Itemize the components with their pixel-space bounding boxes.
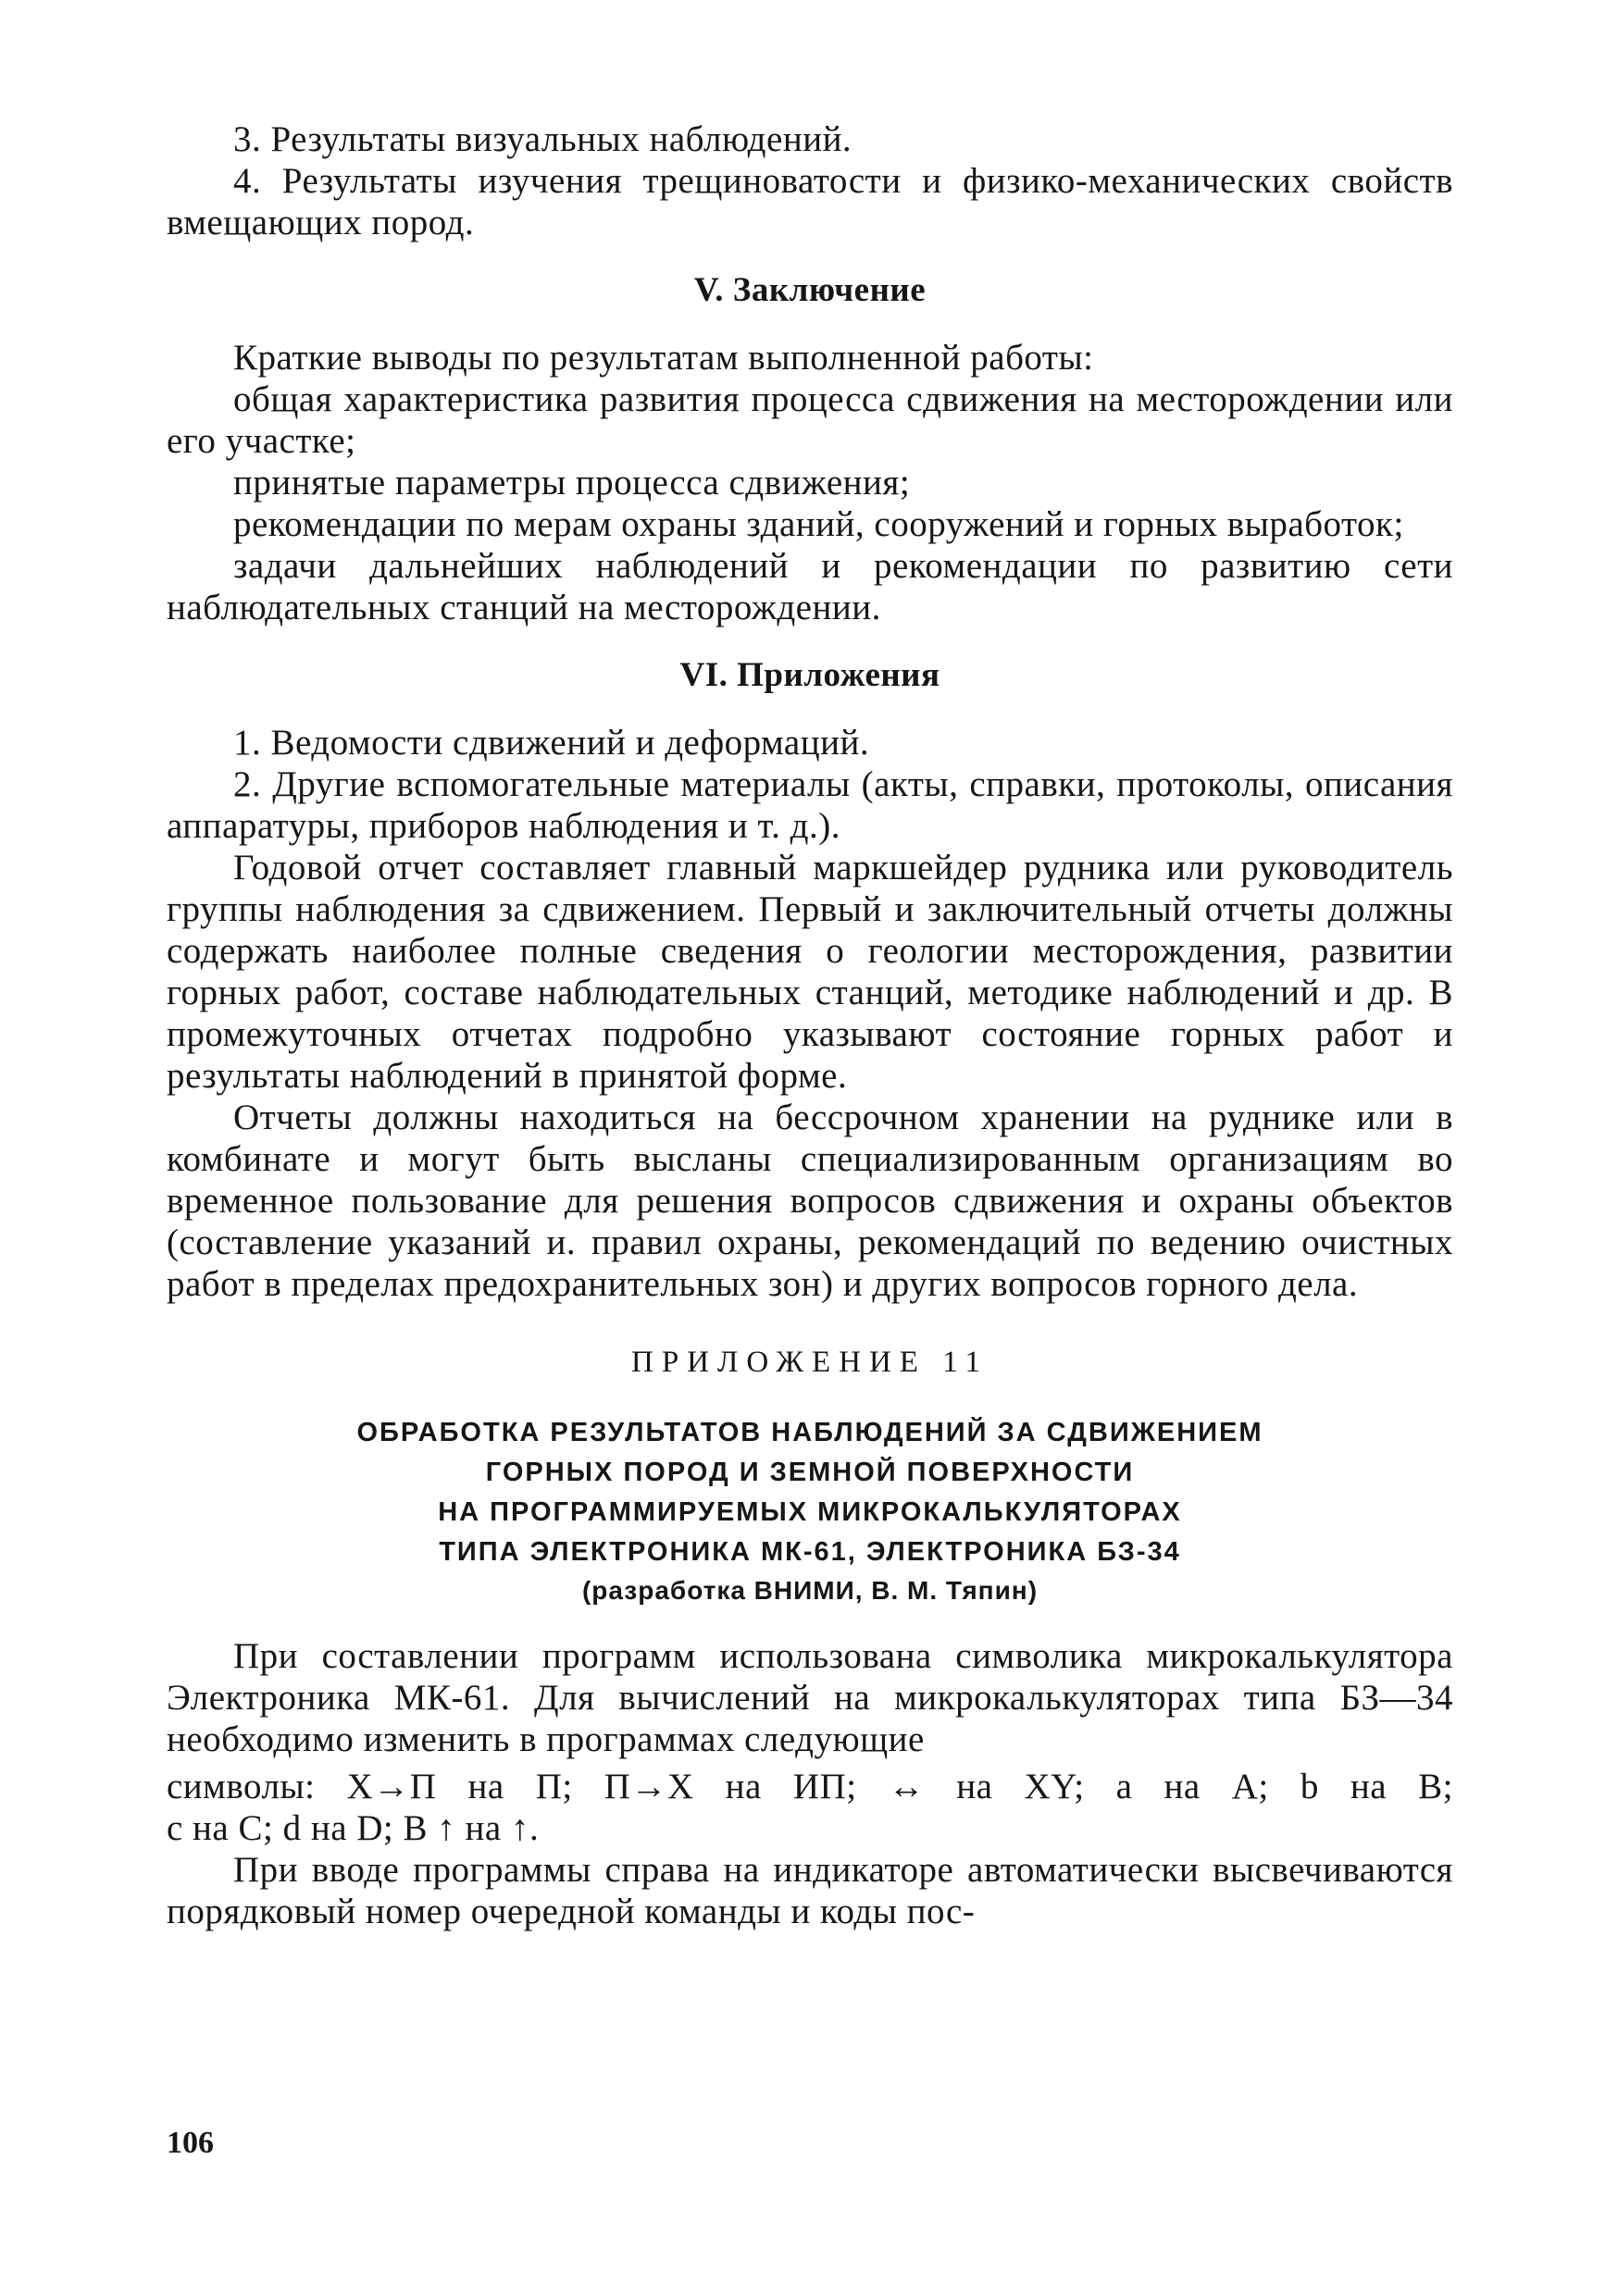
page-number: 106 xyxy=(167,2126,214,2160)
paragraph: рекомендации по мерам охраны зданий, сооружений и горных выработок; xyxy=(233,504,1404,544)
section-heading-conclusion: V. Заключение xyxy=(693,271,927,309)
paragraph: задачи дальнейших наблюдений и рекомендации по развитию сети наблюдательных станций на месторождении. xyxy=(167,546,1453,627)
paragraph: Годовой отчет составляет главный маркшейдер рудника или руководитель группы наблюдения за сдвижением. Первый и заключительный отчеты должны содержать наиболее полные сведения о геологии месторождения, развитии горных работ, составе наблюдательных станций, методике наблюдений и др. В промежуточных отчетах подробно указывают состояние горных работ и результаты наблюдений в принятой форме. xyxy=(167,848,1453,1096)
appendix-credit: (разработка ВНИМИ, В. М. Тяпин) xyxy=(581,1576,1039,1605)
appendix-title-line: НА ПРОГРАММИРУЕМЫХ МИКРОКАЛЬКУЛЯТОРАХ xyxy=(438,1497,1182,1527)
paragraph: принятые параметры процесса сдвижения; xyxy=(233,463,911,503)
paragraph: При вводе программы справа на индикаторе автоматически высвечиваются порядковый номер очередной команды и коды пос- xyxy=(167,1850,1453,1931)
conclusion-body xyxy=(167,337,1453,628)
symbols-line: символы: X→П на П; П→X на ИП; ↔ на XY; a на A; b на B; xyxy=(167,1767,1453,1806)
list-item-3: 3. Результаты визуальных наблюдений. xyxy=(233,119,853,159)
paragraph: общая характеристика развития процесса сдвижения на месторождении или его участке; xyxy=(167,379,1453,461)
appendix-title-line: ТИПА ЭЛЕКТРОНИКА МК-61, ЭЛЕКТРОНИКА БЗ-34 xyxy=(439,1537,1181,1567)
appendix-title-line: ГОРНЫХ ПОРОД И ЗЕМНОЙ ПОВЕРХНОСТИ xyxy=(485,1458,1135,1487)
appendix-title xyxy=(167,1413,1453,1609)
paragraph: 1. Ведомости сдвижений и деформаций. xyxy=(233,723,870,763)
paragraph: При составлении программ использована символика микрокалькулятора Электроника МК-61. Для вычислений на микрокалькуляторах типа БЗ—34 необходимо изменить в программах следующие xyxy=(167,1636,1453,1759)
appendices-body xyxy=(167,722,1453,1305)
appendix-title-line: ОБРАБОТКА РЕЗУЛЬТАТОВ НАБЛЮДЕНИЙ ЗА СДВИЖЕНИЕМ xyxy=(356,1418,1263,1447)
section-heading-appendices: VI. Приложения xyxy=(679,656,940,694)
paragraph: Отчеты должны находиться на бессрочном хранении на руднике или в комбинате и могут быть высланы специализированным организациям во временное пользование для решения вопросов сдвижения и охраны объектов (составление указаний и. правил охраны, рекомендаций по ведению очистных работ в пределах предохранительных зон) и других вопросов горного дела. xyxy=(167,1098,1453,1304)
paragraph: Краткие выводы по результатам выполненной работы: xyxy=(233,338,1094,378)
list-item-4: 4. Результаты изучения трещиноватости и физико-механических свойств вмещающих пород. xyxy=(167,161,1453,242)
appendix-body xyxy=(167,1635,1453,1932)
page-body xyxy=(167,118,1453,1932)
symbols-line: c на C; d на D; B ↑ на ↑. xyxy=(167,1808,540,1848)
paragraph: 2. Другие вспомогательные материалы (акты, справки, протоколы, описания аппаратуры, приборов наблюдения и т. д.). xyxy=(167,764,1453,846)
appendix-label: ПРИЛОЖЕНИЕ 11 xyxy=(631,1346,989,1379)
